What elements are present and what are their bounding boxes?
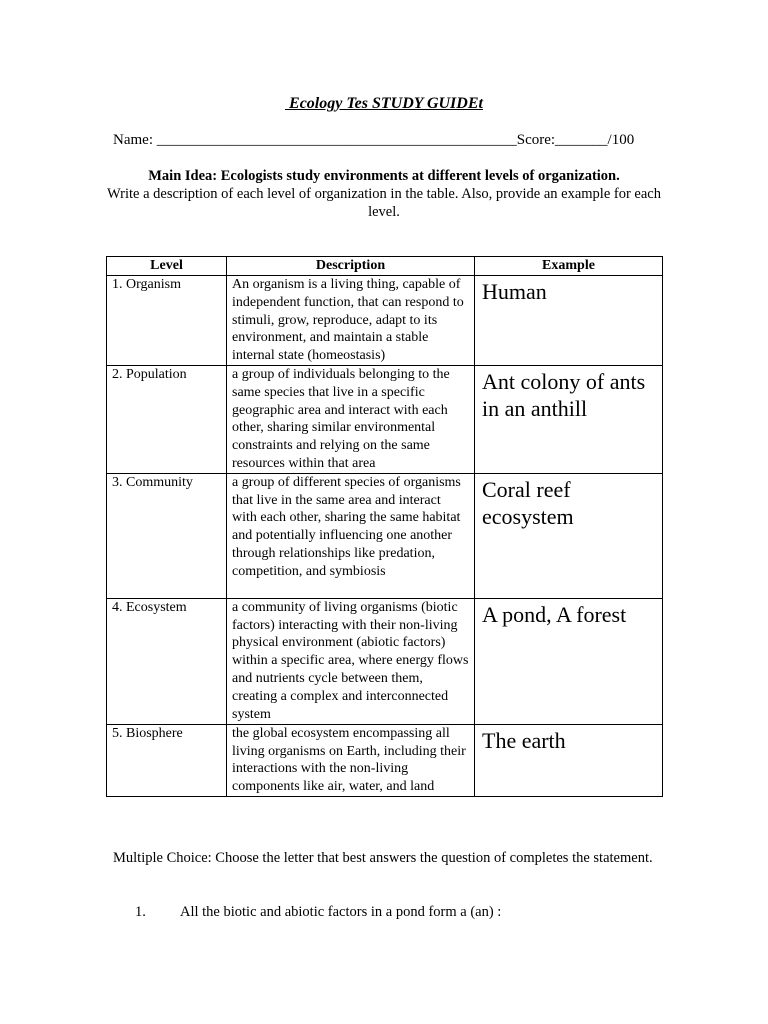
description-cell: a group of different species of organisms that live in the same area and interact with each other, sharing the same habitat and potentially influencing one another through relationships like predation, competition, and symbiosis bbox=[227, 473, 475, 598]
table-header-row bbox=[107, 257, 663, 276]
main-idea bbox=[100, 167, 668, 221]
header-example: Example bbox=[475, 257, 663, 276]
main-idea-heading: Main Idea: Ecologists study environments at different levels of organization. bbox=[148, 168, 620, 184]
header-level: Level bbox=[107, 257, 227, 276]
name-score-line: Name: ________________________________________________Score:_______/100 bbox=[113, 132, 635, 148]
question-number: 1. bbox=[135, 904, 146, 920]
level-cell: 2. Population bbox=[107, 366, 227, 474]
level-cell: 3. Community bbox=[107, 473, 227, 598]
example-cell: Coral reef ecosystem bbox=[475, 473, 663, 598]
document-title: Ecology Tes STUDY GUIDEt bbox=[285, 95, 483, 112]
level-cell: 4. Ecosystem bbox=[107, 598, 227, 724]
table-row bbox=[107, 276, 663, 366]
example-cell: A pond, A forest bbox=[475, 598, 663, 724]
example-cell: Ant colony of ants in an anthill bbox=[475, 366, 663, 474]
main-idea-instructions: Write a description of each level of organization in the table. Also, provide an example for each level. bbox=[107, 186, 661, 220]
header-description: Description bbox=[227, 257, 475, 276]
multiple-choice-instructions: Multiple Choice: Choose the letter that best answers the question of completes the statement. bbox=[113, 850, 653, 866]
table-row bbox=[107, 366, 663, 474]
question-item bbox=[135, 904, 655, 921]
level-cell: 1. Organism bbox=[107, 276, 227, 366]
example-cell: The earth bbox=[475, 724, 663, 796]
example-cell: Human bbox=[475, 276, 663, 366]
description-cell: An organism is a living thing, capable of independent function, that can respond to stimuli, grow, reproduce, adapt to its environment, and maintain a stable internal state (homeostasis) bbox=[227, 276, 475, 366]
table-row bbox=[107, 598, 663, 724]
level-cell: 5. Biosphere bbox=[107, 724, 227, 796]
description-cell: the global ecosystem encompassing all living organisms on Earth, including their interactions with the non-living components like air, water, and land bbox=[227, 724, 475, 796]
description-cell: a group of individuals belonging to the same species that live in a specific geographic area and interact with each other, sharing similar environmental constraints and relying on the same resources within that area bbox=[227, 366, 475, 474]
description-cell: a community of living organisms (biotic factors) interacting with their non-living physical environment (abiotic factors) within a specific area, where energy flows and nutrients cycle between them, creating a complex and interconnected system bbox=[227, 598, 475, 724]
table-row bbox=[107, 473, 663, 598]
levels-table bbox=[106, 256, 663, 797]
table-row bbox=[107, 724, 663, 796]
question-text: All the biotic and abiotic factors in a pond form a (an) : bbox=[180, 904, 502, 920]
